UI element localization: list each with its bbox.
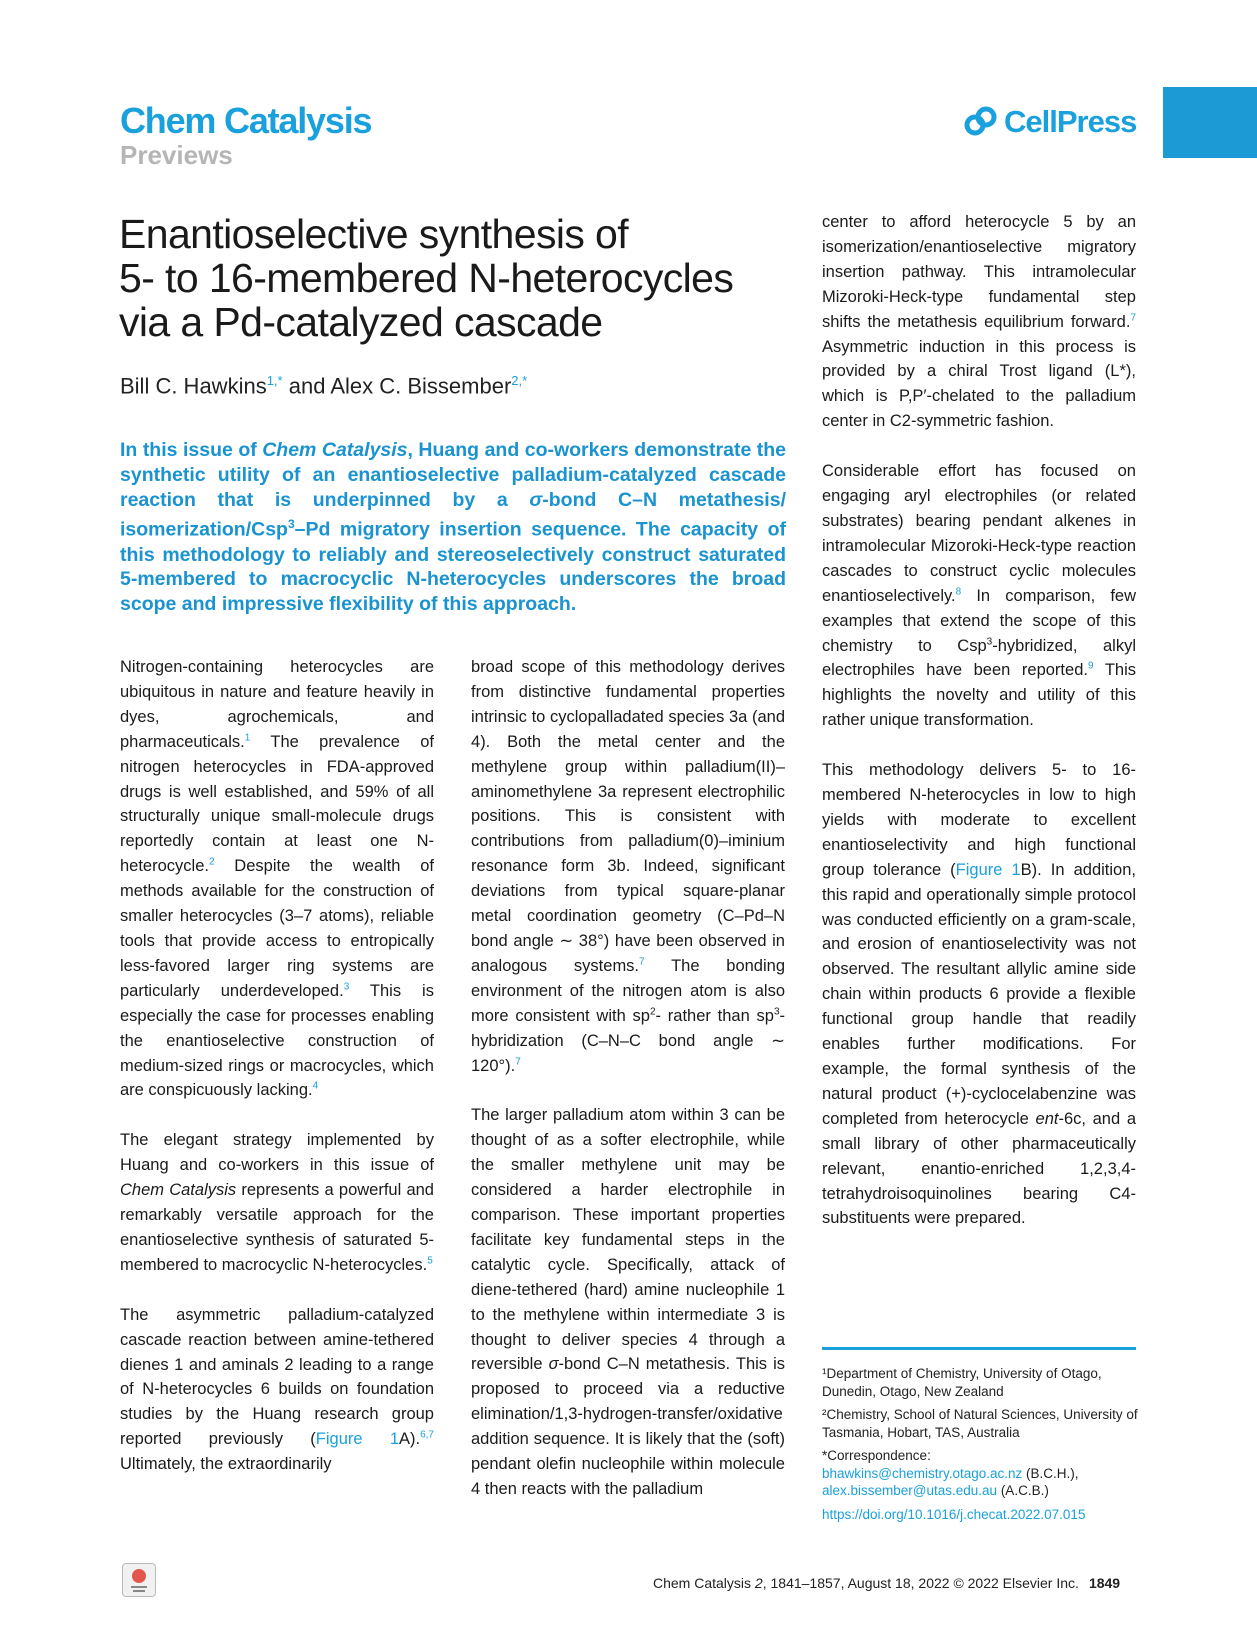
paragraph: broad scope of this methodology derives from distinctive fundamental properties intrinsic to cyclopalladated species 3a (and 4). Both the metal center and the methylene group within palladium(II)–aminomethylene 3a represent electrophilic positions. This is consistent with contributions from palladium(0)–iminium resonance form 3b. Indeed, significant deviations from typical square-planar metal coordination geometry (C–Pd–N bond angle ∼ 38°) have been observed in analogous systems.$^7$ The bonding environment of the nitrogen atom is also more consistent with $sp^2-$ rather than $sp^3$-hybridization (C–N–C bond angle ∼ 120°).$^7$ xyxy=(471,658,786,1075)
publisher-logo[interactable] xyxy=(964,104,1136,140)
citation-link[interactable]: 6,7 xyxy=(420,1429,434,1441)
affiliation-2: ²Chemistry, School of Natural Sciences, University of Tasmania, Hobart, TAS, Australia xyxy=(822,1407,1138,1440)
body-column-1 xyxy=(120,655,434,1502)
affiliations xyxy=(822,1365,1152,1529)
doi-link[interactable]: https://doi.org/10.1016/j.checat.2022.07.015 xyxy=(822,1506,1086,1522)
check-for-updates-icon xyxy=(123,1564,155,1596)
paragraph: The asymmetric palladium-catalyzed cascade reaction between amine-tethered dienes 1 and aminals 2 leading to a range of N-heterocycles 6 builds on foundation studies by the Huang research group reported previously (Figure 1A).$^{6,7}$ Ultimately, the extraordinarily xyxy=(120,1305,434,1474)
citation-link[interactable]: 3 xyxy=(343,981,350,993)
citation-link[interactable]: 4 xyxy=(312,1080,319,1092)
section-label: Previews xyxy=(120,140,233,170)
correspondence-label: *Correspondence: xyxy=(822,1448,931,1463)
body-column-2 xyxy=(471,655,785,1527)
title-line: Enantioselective synthesis of xyxy=(119,211,629,257)
journal-name: Chem Catalysis xyxy=(120,100,372,141)
title-line: 5- to 16-membered N-heterocycles xyxy=(119,255,734,301)
check-for-updates-badge[interactable] xyxy=(122,1563,156,1597)
citation-link[interactable]: 5 xyxy=(427,1255,433,1267)
journal-color-tab xyxy=(1163,87,1257,158)
page-number: 1849 xyxy=(1088,1575,1121,1591)
affiliation-1: ¹Department of Chemistry, University of Otago, Dunedin, Otago, New Zealand xyxy=(822,1366,1102,1399)
affiliation-divider xyxy=(822,1347,1136,1350)
author-affiliation-marker[interactable]: 1,* xyxy=(266,373,283,388)
citation-link[interactable]: 9 xyxy=(1087,660,1094,672)
citation-link[interactable]: 2 xyxy=(208,856,215,868)
page-footer: Chem Catalysis 2, 1841–1857, August 18, 2022 © 2022 Elsevier Inc. 1849 xyxy=(653,1575,1121,1591)
title-line: via a Pd-catalyzed cascade xyxy=(119,299,603,345)
author-affiliation-marker[interactable]: 2,* xyxy=(511,373,528,388)
paragraph: The larger palladium atom within 3 can be thought of as a softer electrophile, while the smaller methylene unit may be considered a harder electrophile in comparison. These important properties facilitate key fundamental steps in the catalytic cycle. Specifically, attack of diene-tethered (hard) amine nucleophile 1 to the methylene within intermediate 3 is thought to deliver species 4 through a reversible σ-bond C–N metathesis. This is proposed to proceed via a reductive elimination/1,3-hydrogen-transfer/oxidative addition sequence. It is likely that the (soft) pendant olefin nucleophile within molecule 4 then reacts with the palladium xyxy=(471,1106,786,1498)
cellpress-logo-icon xyxy=(964,106,998,138)
author-name: Bill C. Hawkins xyxy=(120,373,267,399)
abstract: In this issue of Chem Catalysis, Huang and co-workers demonstrate the synthetic utility of an enantioselective palladium-catalyzed cascade reaction that is underpinned by a σ-bond C–N metathesis/ isomerization/Csp$^3$–Pd migratory insertion sequence. The capacity of this methodology to reliably and stereoselectively construct saturated 5-membered to macrocyclic N-heterocycles underscores the broad scope and impressive flexibility of this approach. xyxy=(120,439,787,616)
citation-link[interactable]: 8 xyxy=(955,586,962,598)
citation-link[interactable]: 7 xyxy=(1130,312,1136,324)
article-title xyxy=(119,212,779,344)
paragraph: center to afford heterocycle 5 by an isomerization/enantioselective migratory insertion pathway. This intramolecular Mizoroki-Heck-type fundamental step shifts the metathesis equilibrium forward.$^7$ Asymmetric induction in this process is provided by a chiral Trost ligand (L*), which is P,P′-chelated to the palladium center in C2-symmetric fashion. xyxy=(822,213,1136,431)
figure-link[interactable]: Figure 1 xyxy=(955,860,1021,879)
figure-link[interactable]: Figure 1 xyxy=(315,1430,399,1449)
body-column-3 xyxy=(822,210,1136,1256)
email-link[interactable]: alex.bissember@utas.edu.au xyxy=(822,1483,998,1498)
paragraph: Nitrogen-containing heterocycles are ubiquitous in nature and feature heavily in dyes, agrochemicals, and pharmaceuticals.$^1$ The prevalence of nitrogen heterocycles in FDA-approved drugs is well established, and 59% of all structurally unique small-molecule drugs reportedly contain at least one N-heterocycle.$^2$ Despite the wealth of methods available for the construction of smaller heterocycles (3–7 atoms), reliable tools that provide access to entropically less-favored larger ring systems are particularly underdeveloped.$^3$ This is especially the case for processes enabling the enantioselective construction of medium-sized rings or macrocycles, which are conspicuously lacking.$^4$ xyxy=(120,658,434,1100)
paragraph: Considerable effort has focused on engaging aryl electrophiles (or related substrates) bearing pendant alkenes in intramolecular Mizoroki-Heck-type reaction cascades to construct cyclic molecules enantioselectively.$^8$ In comparison, few examples that extend the scope of this chemistry to Csp$^3$-hybridized, alkyl electrophiles have been reported.$^9$ This highlights the novelty and utility of this rather unique transformation. xyxy=(822,462,1136,730)
publisher-name: CellPress xyxy=(1004,104,1137,139)
citation-link[interactable]: 7 xyxy=(639,956,645,968)
paragraph: The elegant strategy implemented by Huang and co-workers in this issue of Chem Catalysis represents a powerful and remarkably versatile approach for the enantioselective synthesis of saturated 5-membered to macrocyclic N-heterocycles.$^5$ xyxy=(120,1131,434,1274)
citation-link[interactable]: 1 xyxy=(244,732,251,744)
author-name: Alex C. Bissember xyxy=(330,373,512,399)
paragraph: This methodology delivers 5- to 16-membered N-heterocycles in low to high yields with moderate to excellent enantioselectivity and high functional group tolerance (Figure 1B). In addition, this rapid and operationally simple protocol was conducted efficiently on a gram-scale, and erosion of enantioselectivity was not observed. The resultant allylic amine side chain within products 6 provide a flexible functional group handle that readily enables further modifications. For example, the formal synthesis of the natural product (+)-cyclocelabenzine was completed from heterocycle ent-6c, and a small library of other pharmaceutically relevant, enantio-enriched 1,2,3,4-tetrahydroisoquinolines bearing C4-substituents were prepared. xyxy=(822,761,1136,1228)
correspondence: *Correspondence: bhawkins@chemistry.otago.ac.nz (B.C.H.), alex.bissember@utas.edu.au (A.C.B.) xyxy=(822,1448,1079,1498)
author-list: Bill C. Hawkins$^{1,*}$ and Alex C. Bissember$^{2,*}$ xyxy=(120,373,528,399)
email-link[interactable]: bhawkins@chemistry.otago.ac.nz xyxy=(822,1465,1023,1481)
citation-link[interactable]: 7 xyxy=(515,1056,521,1067)
